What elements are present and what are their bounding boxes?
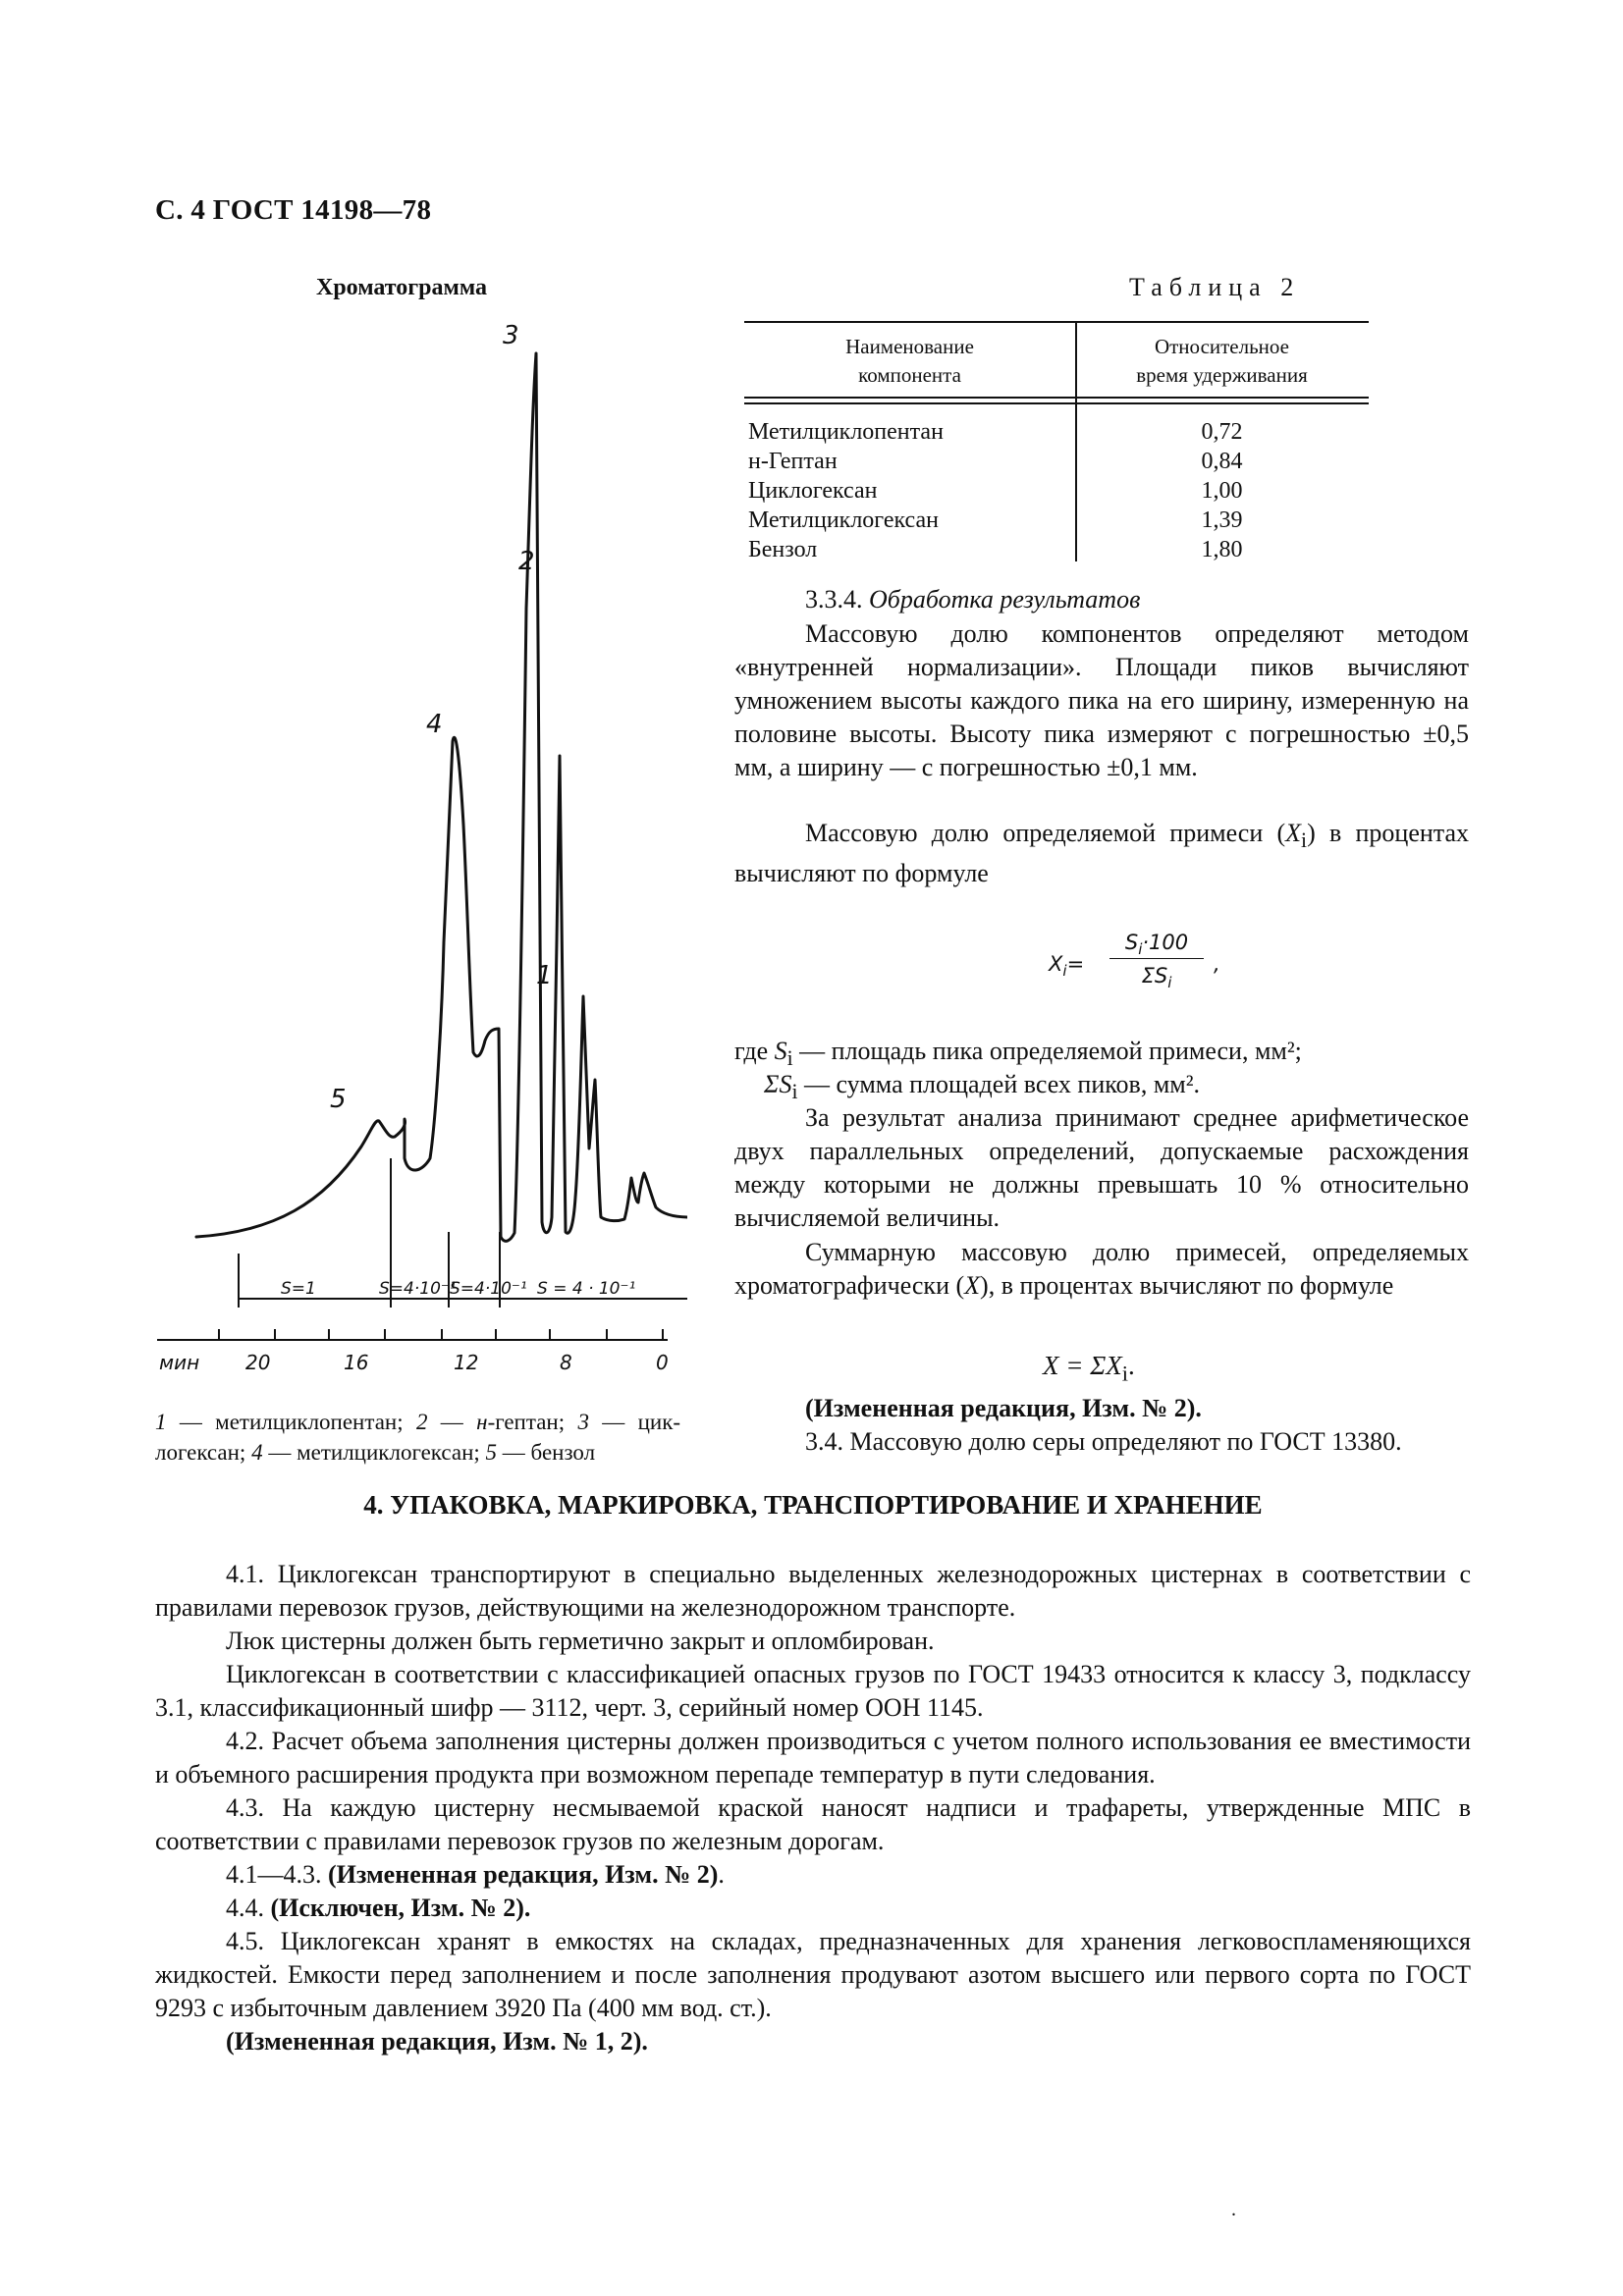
caption-text-4: — метилциклогексан;: [268, 1440, 480, 1465]
caption-num-1: 1: [155, 1410, 167, 1434]
axis-tick-16: 16: [344, 1351, 369, 1374]
caption-num-2: 2: [415, 1410, 428, 1434]
row-value: 1,39: [1201, 507, 1243, 533]
row-value: 1,00: [1201, 478, 1243, 504]
paragraph-method: Массовую долю компонентов определяют методом «внутренней нормализации». Площади пиков вычисляют умножением высоты каждого пика на его ширину, измеренную на половине высоты. Высоту пика измеряют с погрешностью ±0,5 мм, а ширину — с погрешностью ±0,1 мм.: [734, 619, 1469, 781]
peak-label-2: 2: [518, 547, 535, 576]
p4-text-a: Суммарную массовую долю примесей, определяемых хроматографически (: [734, 1238, 1469, 1300]
caption-num-4: 4: [251, 1440, 263, 1465]
axis-label: мин: [159, 1351, 200, 1374]
paragraph-41-43: [155, 1858, 1471, 1892]
row-value: 1,80: [1201, 537, 1243, 562]
axis-tick-20: 20: [245, 1351, 271, 1374]
where1-text: — площадь пика определяемой примеси, мм²;: [799, 1037, 1302, 1065]
paragraph-45: 4.5. Циклогексан хранят в емкостях на складах, предназначенных для хранения легковоспламеняющихся жидкостей. Емкости перед заполнением и после заполнения продувают азотом высшего или первого сорта по ГОСТ 9293 с избыточным давлением 3920 Па (400 мм вод. ст.).: [155, 1927, 1471, 2022]
chromatogram-figure: [147, 314, 687, 1384]
formula-x: X: [1049, 952, 1063, 976]
segment-label-4: S = 4 · 10⁻¹: [537, 1279, 636, 1299]
section-number: 3.3.4.: [805, 585, 863, 614]
caption-dash-2: —: [440, 1410, 463, 1434]
row-name: н-Гептан: [748, 449, 838, 474]
where1-sub: i: [786, 1046, 793, 1071]
segment-label-3: S=4·10⁻¹: [450, 1279, 527, 1299]
paragraph-43: 4.3. На каждую цистерну несмываемой краской наносят надписи и трафареты, утвержденные МПС в соответствии с правилами перевозок грузов по железным дорогам.: [155, 1793, 1471, 1855]
paragraph-total: [734, 1236, 1469, 1303]
col1-header-line2: компонента: [858, 363, 961, 387]
table-2: [744, 321, 1369, 561]
axis-tick-8: 8: [560, 1351, 572, 1374]
col2-header-line1: Относительное: [1154, 335, 1290, 358]
row-name: Циклогексан: [748, 478, 878, 504]
table-row: [748, 447, 1369, 476]
paragraph-41: 4.1. Циклогексан транспортируют в специально выделенных железнодорожных цистернах в соответствии с правилами перевозок грузов, действующими на железнодорожном транспорте.: [155, 1560, 1471, 1622]
table-header-rule-1: [744, 397, 1369, 399]
p41-43-amend: (Измененная редакция, Изм. № 2): [328, 1860, 719, 1889]
formula-comma: ,: [1214, 952, 1220, 976]
table-top-rule: [744, 321, 1369, 323]
col2-header-line2: время удерживания: [1136, 363, 1308, 387]
section-4-body: [155, 1558, 1471, 2058]
caption-text-1: — метилциклопентан;: [179, 1410, 404, 1434]
table-col2-header: [1075, 333, 1369, 390]
axis-tick-12: 12: [454, 1351, 479, 1374]
formula-lhs: $X_i=$: [1049, 952, 1085, 981]
section-4-title: 4. УПАКОВКА, МАРКИРОВКА, ТРАНСПОРТИРОВАНИЕ И ХРАНЕНИЕ: [363, 1490, 1263, 1520]
page-header: С. 4 ГОСТ 14198—78: [155, 194, 432, 226]
chromatogram-trace: [196, 353, 687, 1241]
formula2-lhs: X = ΣX: [1043, 1351, 1122, 1380]
table-col1-header: [744, 333, 1075, 390]
row-value: 0,84: [1201, 449, 1243, 474]
caption-n-italic: н: [476, 1410, 488, 1434]
where2-sub: i: [791, 1080, 798, 1104]
p4-text-b: ), в процентах вычисляют по формуле: [980, 1271, 1394, 1300]
paragraph-44: [155, 1892, 1471, 1925]
where2-var: ΣS: [764, 1070, 792, 1098]
amendment-note: (Измененная редакция, Изм. № 2).: [805, 1394, 1202, 1422]
chromatogram-title: Хроматограмма: [316, 275, 488, 300]
paragraph-41b: Люк цистерны должен быть герметично закрыт и опломбирован.: [226, 1627, 935, 1655]
paragraph-average: За результат анализа принимают среднее арифметическое двух параллельных определений, допускаемые расхождения между которыми не должны превышать 10 % относительно вычисляемой величины.: [734, 1103, 1469, 1232]
peak-label-3: 3: [503, 321, 519, 350]
chromatogram-caption: [155, 1407, 680, 1468]
p41-43-num: 4.1—4.3.: [226, 1860, 322, 1889]
formula-x-total: [1043, 1351, 1135, 1386]
segment-label-2: S=4·10⁻¹: [379, 1279, 457, 1299]
p44-num: 4.4.: [226, 1894, 264, 1922]
where2-text: — сумма площадей всех пиков, мм².: [803, 1070, 1201, 1098]
p2-sub: i: [1301, 828, 1308, 853]
p2-text-b: ) в процентах вычисляют по формуле: [734, 819, 1469, 888]
section-334-heading: [734, 583, 1469, 616]
formula-num-rest: ·100: [1142, 931, 1189, 954]
peak-label-1: 1: [536, 961, 553, 990]
amendment-note-last: (Измененная редакция, Изм. № 1, 2).: [226, 2027, 648, 2056]
table-row: [748, 417, 1369, 447]
caption-num-5: 5: [485, 1440, 498, 1465]
formula2-sub: i: [1121, 1361, 1129, 1386]
caption-text-2: -гептан;: [487, 1410, 566, 1434]
formula-denominator: [1109, 964, 1204, 991]
caption-text-3: — цик-логексан;: [155, 1410, 681, 1465]
section-title-italic: Обработка результатов: [869, 585, 1141, 614]
row-value: 0,72: [1201, 419, 1243, 445]
formula-den-sub: i: [1167, 974, 1172, 992]
where1-var: S: [774, 1037, 787, 1065]
formula-numerator: [1109, 931, 1204, 959]
peak-label-4: 4: [426, 710, 443, 739]
axis-tick-0: 0: [656, 1351, 669, 1374]
formula-x-sub: i: [1062, 962, 1067, 981]
paragraph-formula-intro: [734, 817, 1469, 890]
col1-header-line1: Наименование: [845, 335, 974, 358]
paragraph-34: 3.4. Массовую долю серы определяют по ГОСТ 13380.: [805, 1427, 1402, 1456]
p2-text-a: Массовую долю определяемой примеси (: [805, 819, 1286, 847]
where-word: где: [734, 1037, 769, 1065]
formula2-tail: .: [1128, 1351, 1135, 1380]
paragraph-42: 4.2. Расчет объема заполнения цистерны должен производиться с учетом полного использования ее вместимости и объемного расширения продукта при возможном перепаде температур в пути следования.: [155, 1727, 1471, 1789]
footer-dot: .: [1231, 2199, 1236, 2220]
formula-num-sub: i: [1138, 940, 1143, 959]
paragraph-41c: Циклогексан в соответствии с классификацией опасных грузов по ГОСТ 19433 относится к классу 3, подклассу 3.1, классификационный шифр — 3112, черт. 3, серийный номер ООН 1145.: [155, 1660, 1471, 1722]
p2-var: X: [1285, 819, 1302, 847]
table-row: [748, 535, 1369, 564]
caption-text-5: — бензол: [502, 1440, 596, 1465]
table-body: [748, 417, 1369, 564]
peak-label-5: 5: [330, 1085, 347, 1114]
caption-num-3: 3: [577, 1410, 589, 1434]
row-name: Метилциклогексан: [748, 507, 939, 533]
table-header-rule-2: [744, 402, 1369, 404]
row-name: Метилциклопентан: [748, 419, 944, 445]
formula-num-s: S: [1124, 931, 1139, 954]
segment-label-1: S=1: [281, 1279, 316, 1299]
p44-excluded: (Исключен, Изм. № 2).: [270, 1894, 531, 1922]
formula-xi: [1049, 931, 1284, 997]
table-row: [748, 506, 1369, 535]
row-name: Бензол: [748, 537, 818, 562]
formula-den-s: ΣS: [1141, 964, 1168, 988]
table-row: [748, 476, 1369, 506]
p41-43-dot: .: [718, 1860, 725, 1889]
p4-var: X: [964, 1271, 981, 1300]
table-title: Таблица 2: [1129, 273, 1301, 301]
